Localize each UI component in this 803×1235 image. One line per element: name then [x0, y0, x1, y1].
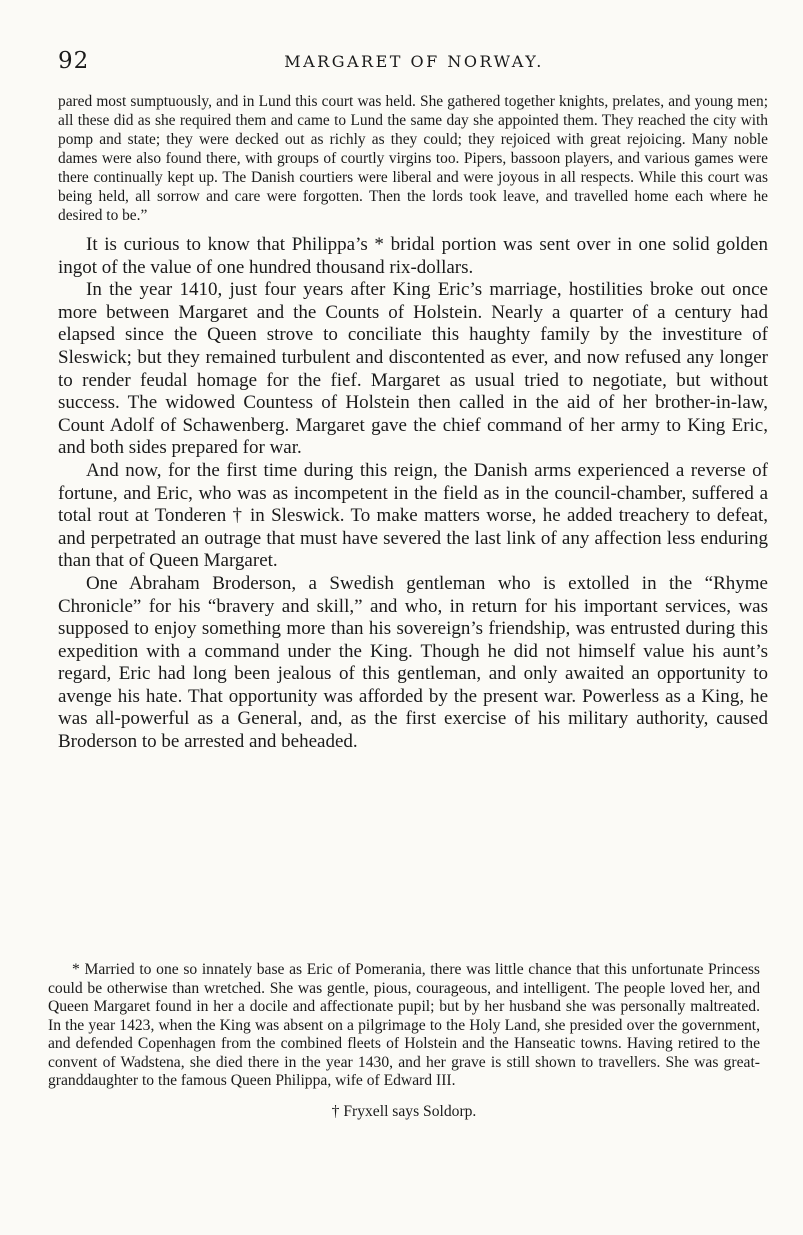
page-header	[58, 48, 770, 76]
body-text	[58, 92, 768, 754]
paragraph-bridal-portion: It is curious to know that Philippa’s * bridal portion was sent over in one solid golden ingot of the value of one hundred thousand rix-dollars.	[58, 234, 768, 278]
page-number: 92	[58, 48, 90, 74]
footnote-dagger: † Fryxell says Soldorp.	[331, 1102, 477, 1120]
running-head: MARGARET OF NORWAY.	[284, 52, 544, 71]
paragraph-broderson: One Abraham Broderson, a Swedish gentleman who is extolled in the “Rhyme Chronicle” for his “bravery and skill,” and who, in return for his important services, was supposed to enjoy something more than his sovereign’s friendship, was entrusted during this expedition with a command under the King. Though he did not himself value his aunt’s regard, Eric had long been jealous of this gentleman, and only awaited an opportunity to avenge his hate. That opportunity was afforded by the present war. Powerless as a King, he was all-powerful as a General, and, as the first exercise of his military authority, caused Broderson to be arrested and beheaded.	[58, 572, 768, 753]
footnotes	[48, 961, 760, 1121]
quoted-passage: pared most sumptuously, and in Lund this court was held. She gathered together knights, prelates, and young men; all these did as she required them and came to Lund the same day she appointed them. They reached the city with pomp and state; they were decked out as richly as they could; they rejoiced with great rejoicing. Many noble dames were also found there, with groups of courtly virgins too. Pipers, bassoon players, and various games were there continually kept up. The Danish courtiers were liberal and were joyous in all respects. While this court was being held, all sorrow and care were forgotten. Then the lords took leave, and travelled home each where he desired to be.”	[58, 93, 768, 224]
paragraph-hostilities: In the year 1410, just four years after King Eric’s marriage, hostilities broke out once more between Margaret and the Counts of Holstein. Nearly a quarter of a century had elapsed since the Queen strove to conciliate this haughty family by the investiture of Sleswick; but they remained turbulent and discontented as ever, and now refused any longer to render feudal homage for the fief. Margaret as usual tried to negotiate, but without success. The widowed Countess of Holstein then called in the aid of her brother-in-law, Count Adolf of Schawenberg. Margaret gave the chief command of her army to King Eric, and both sides prepared for war.	[58, 279, 768, 459]
paragraph-reverse-of-fortune: And now, for the first time during this reign, the Danish arms experienced a reverse of fortune, and Eric, who was as incompetent in the field as in the council-chamber, suffered a total rout at Tonderen † in Sleswick. To make matters worse, he added treachery to defeat, and perpetrated an outrage that must have severed the last link of any affection less enduring than that of Queen Margaret.	[58, 459, 768, 572]
footnote-star: * Married to one so innately base as Eric of Pomerania, there was little chance that this unfortunate Princess could be otherwise than wretched. She was gentle, pious, courageous, and intelligent. The people loved her, and Queen Margaret found in her a docile and affectionate pupil; but by her husband she was personally maltreated. In the year 1423, when the King was absent on a pilgrimage to the Holy Land, she presided over the government, and defended Copenhagen from the combined fleets of Holstein and the Hanseatic towns. Having retired to the convent of Wadstena, she died there in the year 1430, and her grave is still shown to travellers. She was great-granddaughter to the famous Queen Philippa, wife of Edward III.	[48, 961, 760, 1089]
